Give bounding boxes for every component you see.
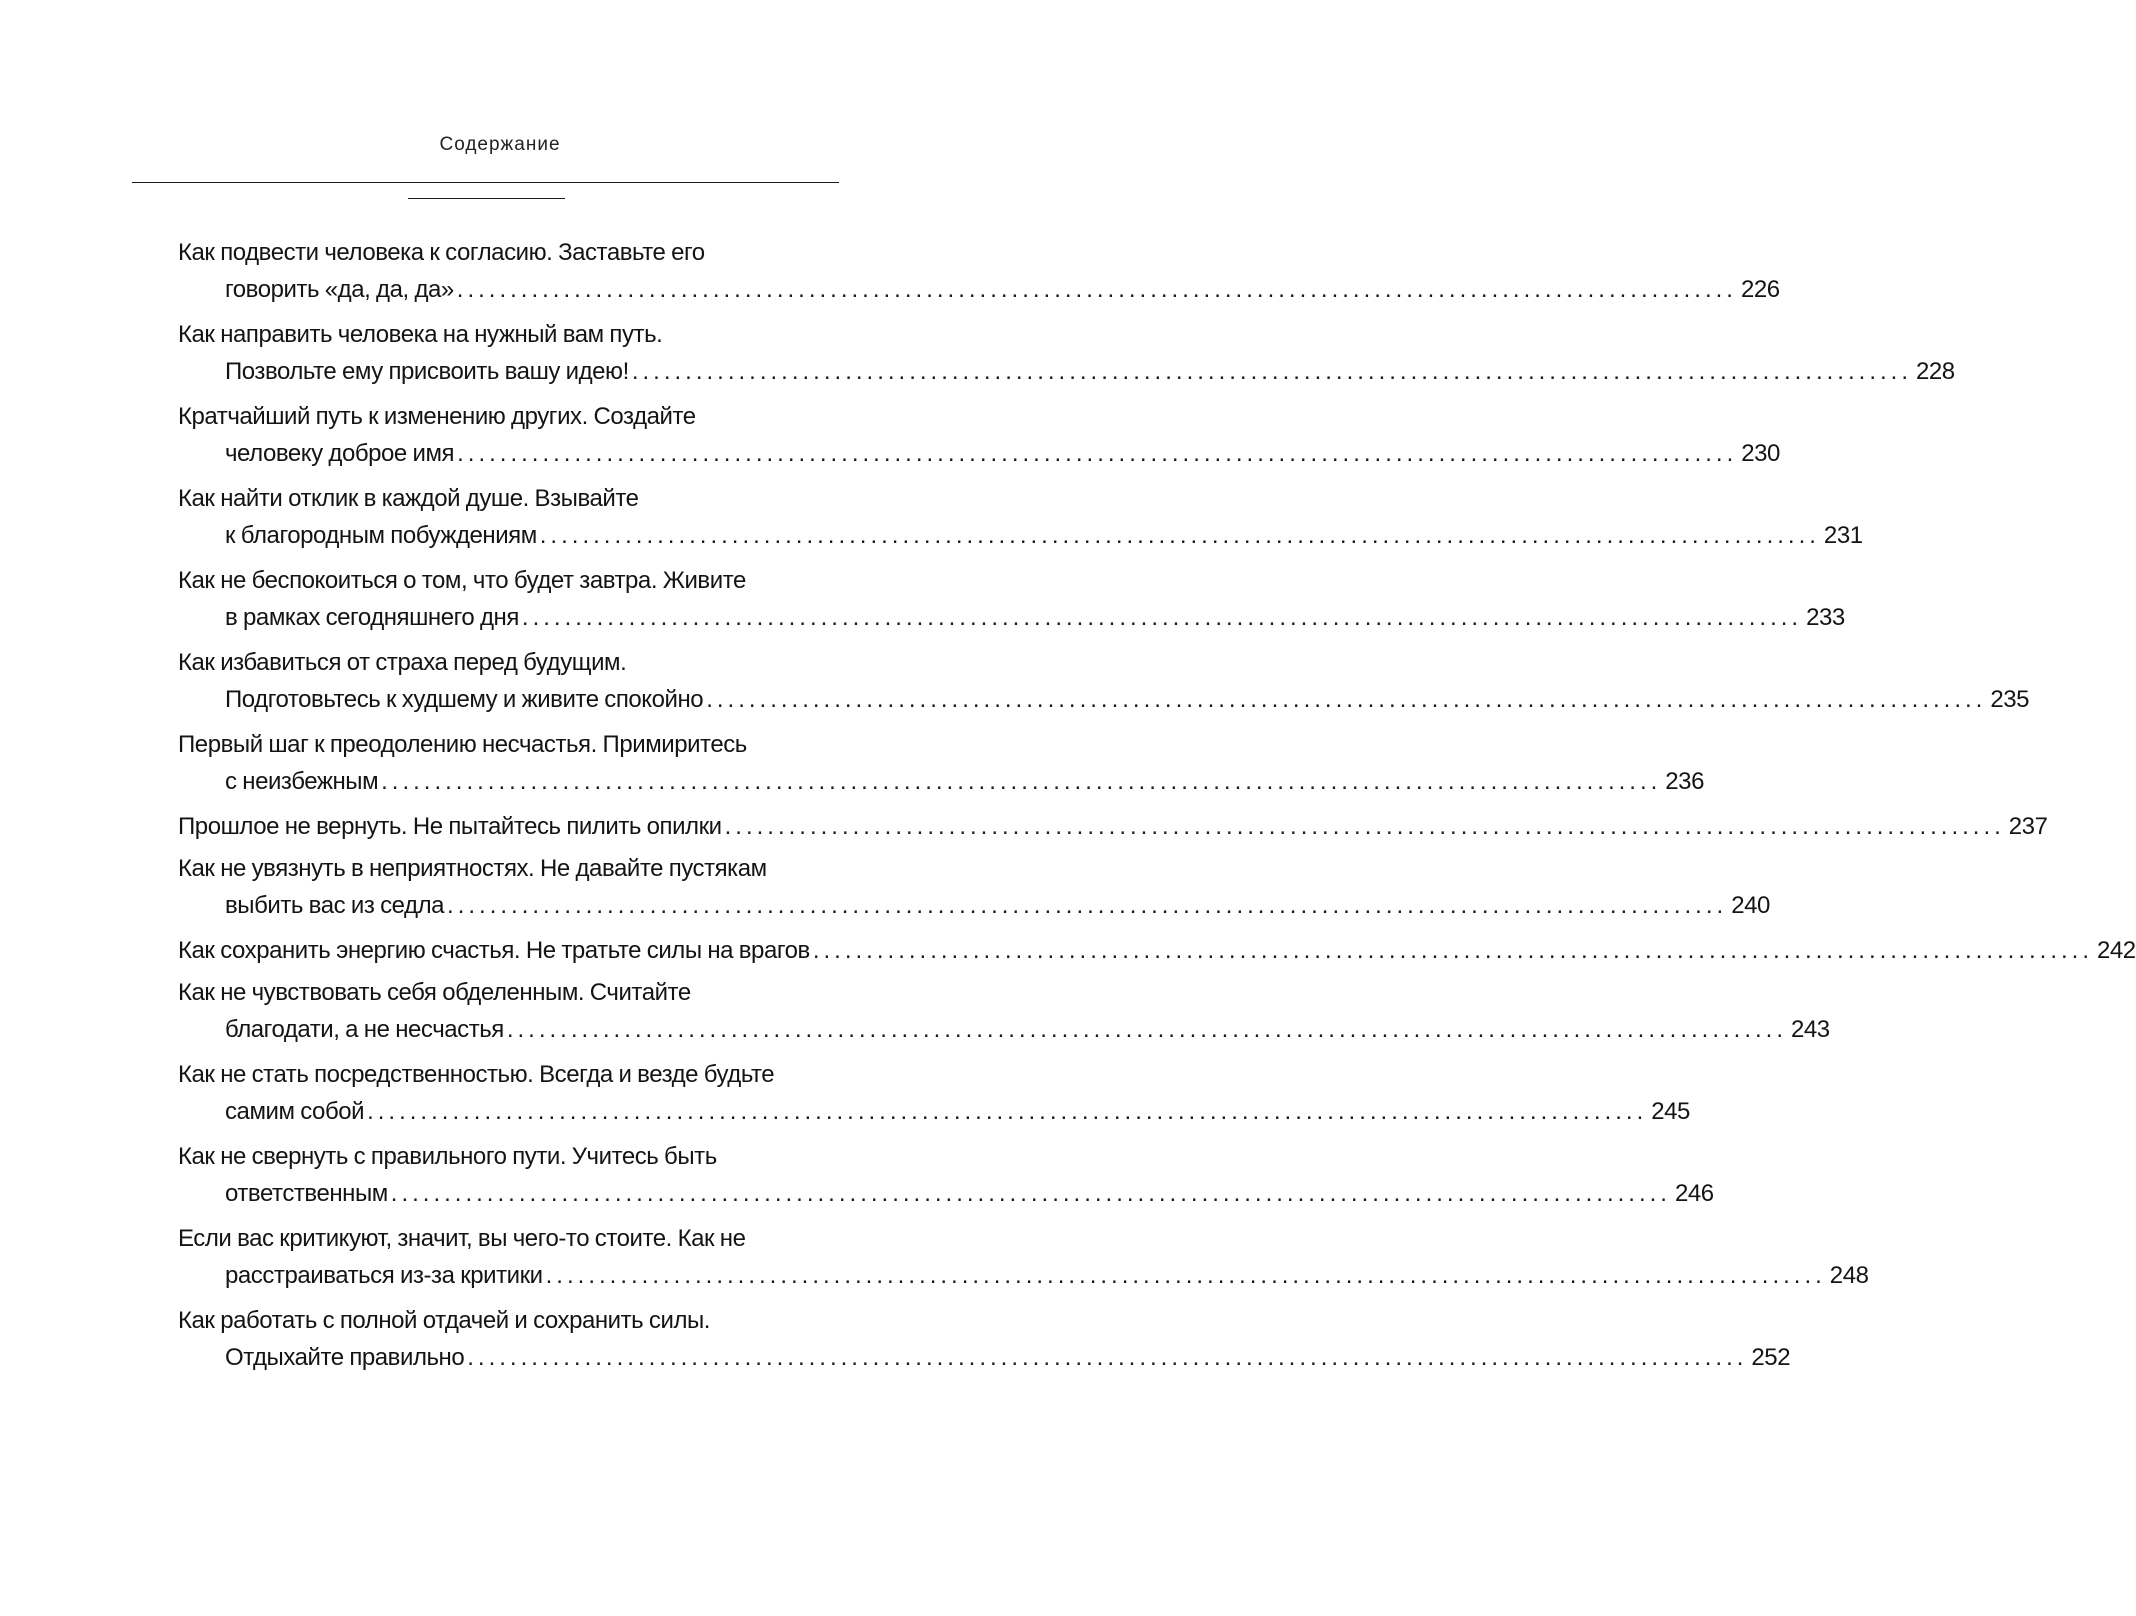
toc-entry-page-number: 235: [1990, 686, 2030, 713]
dot-leader: ........................................................................................................................: [539, 522, 1820, 549]
toc-entry-title-line2: с неизбежным: [225, 768, 379, 795]
toc-entry: [178, 234, 1780, 308]
toc-entry-page-number: 230: [1741, 440, 1780, 467]
toc-entry-title: Как сохранить энергию счастья. Не тратьте силы на врагов: [178, 937, 810, 964]
toc-entry: [178, 850, 1770, 924]
toc-entry-title-line2: говорить «да, да, да»: [225, 276, 454, 303]
dot-leader: ........................................................................................................................: [467, 1344, 1748, 1371]
toc-entry: [178, 480, 1863, 554]
toc-entry-title-line1: Как не свернуть с правильного пути. Учитесь быть: [178, 1143, 717, 1170]
dot-leader: ........................................................................................................................: [456, 276, 1737, 303]
toc-entry-title-line1: Как не стать посредственностью. Всегда и везде будьте: [178, 1061, 775, 1088]
toc-entry-title-line2: самим собой: [225, 1098, 365, 1125]
table-of-contents: [178, 234, 2136, 1384]
dot-leader: ........................................................................................................................: [367, 1098, 1648, 1125]
dot-leader: ........................................................................................................................: [457, 440, 1738, 467]
toc-entry-title-line1: Как не чувствовать себя обделенным. Считайте: [178, 979, 691, 1006]
toc-entry-page-number: 228: [1915, 358, 1955, 385]
toc-entry-page-number: 240: [1731, 892, 1770, 919]
toc-entry: [178, 1056, 1690, 1130]
toc-entry-title-line2: Позвольте ему присвоить вашу идею!: [225, 358, 629, 385]
toc-entry: [178, 1220, 1869, 1294]
toc-entry-page-number: 245: [1651, 1098, 1690, 1125]
toc-entry: [178, 974, 1830, 1048]
toc-entry: [178, 1138, 1714, 1212]
toc-entry-page-number: 236: [1665, 768, 1704, 795]
toc-entry-title-line2: Подготовьтесь к худшему и живите спокойно: [225, 686, 704, 713]
dot-leader: ........................................................................................................................: [381, 768, 1662, 795]
dot-leader: ........................................................................................................................: [812, 937, 2093, 964]
running-head-title: Содержание: [439, 134, 561, 155]
toc-entry-page-number: 233: [1806, 604, 1845, 631]
toc-entry-title-line1: Как направить человека на нужный вам путь.: [178, 321, 663, 348]
toc-entry: [178, 562, 1845, 636]
toc-entry-title-line2: расстраиваться из-за критики: [225, 1262, 543, 1289]
toc-entry-title-line2: Отдыхайте правильно: [225, 1344, 465, 1371]
toc-entry: [178, 316, 1955, 390]
toc-entry-title-line1: Первый шаг к преодолению несчастья. Примиритесь: [178, 731, 747, 758]
dot-leader: ........................................................................................................................: [521, 604, 1803, 631]
header-rule-long: [132, 182, 839, 183]
dot-leader: ........................................................................................................................: [447, 892, 1728, 919]
dot-leader: ........................................................................................................................: [724, 813, 2005, 840]
toc-entry-title-line2: выбить вас из седла: [225, 892, 445, 919]
toc-entry-title-line2: в рамках сегодняшнего дня: [225, 604, 519, 631]
toc-entry-title-line1: Как не беспокоиться о том, что будет завтра. Живите: [178, 567, 746, 594]
toc-entry: [178, 644, 2030, 718]
toc-entry-title-line1: Как не увязнуть в неприятностях. Не давайте пустякам: [178, 855, 767, 882]
dot-leader: ........................................................................................................................: [631, 358, 1912, 385]
toc-entry: [178, 726, 1704, 800]
dot-leader: ........................................................................................................................: [706, 686, 1987, 713]
toc-entry: [178, 932, 2136, 969]
toc-entry-title-line2: благодати, а не несчастья: [225, 1016, 504, 1043]
toc-entry-title-line1: Как избавиться от страха перед будущим.: [178, 649, 627, 676]
toc-entry: [178, 1302, 1791, 1376]
toc-entry-title-line1: Если вас критикуют, значит, вы чего-то стоите. Как не: [178, 1225, 746, 1252]
toc-entry-page-number: 248: [1829, 1262, 1869, 1289]
toc-entry-title: Прошлое не вернуть. Не пытайтесь пилить опилки: [178, 813, 722, 840]
toc-entry-page-number: 237: [2008, 813, 2048, 840]
dot-leader: ........................................................................................................................: [390, 1180, 1671, 1207]
toc-entry-title-line2: ответственным: [225, 1180, 388, 1207]
toc-entry-title-line1: Кратчайший путь к изменению других. Создайте: [178, 403, 696, 430]
toc-entry-title-line1: Как работать с полной отдачей и сохранить силы.: [178, 1307, 711, 1334]
toc-entry-title-line1: Как найти отклик в каждой душе. Взывайте: [178, 485, 639, 512]
toc-entry-page-number: 246: [1674, 1180, 1714, 1207]
toc-entry: [178, 398, 1780, 472]
toc-entry-title-line1: Как подвести человека к согласию. Заставьте его: [178, 239, 705, 266]
toc-entry-page-number: 243: [1791, 1016, 1830, 1043]
dot-leader: ........................................................................................................................: [506, 1016, 1787, 1043]
toc-entry-page-number: 226: [1740, 276, 1780, 303]
header-rule-short: [408, 198, 565, 199]
toc-entry-page-number: 252: [1751, 1344, 1791, 1371]
toc-entry-page-number: 242: [2097, 937, 2136, 964]
dot-leader: ........................................................................................................................: [545, 1262, 1826, 1289]
toc-entry-page-number: 231: [1823, 522, 1863, 549]
toc-entry-title-line2: к благородным побуждениям: [225, 522, 537, 549]
toc-entry-title-line2: человеку доброе имя: [225, 440, 455, 467]
toc-entry: [178, 808, 2048, 845]
